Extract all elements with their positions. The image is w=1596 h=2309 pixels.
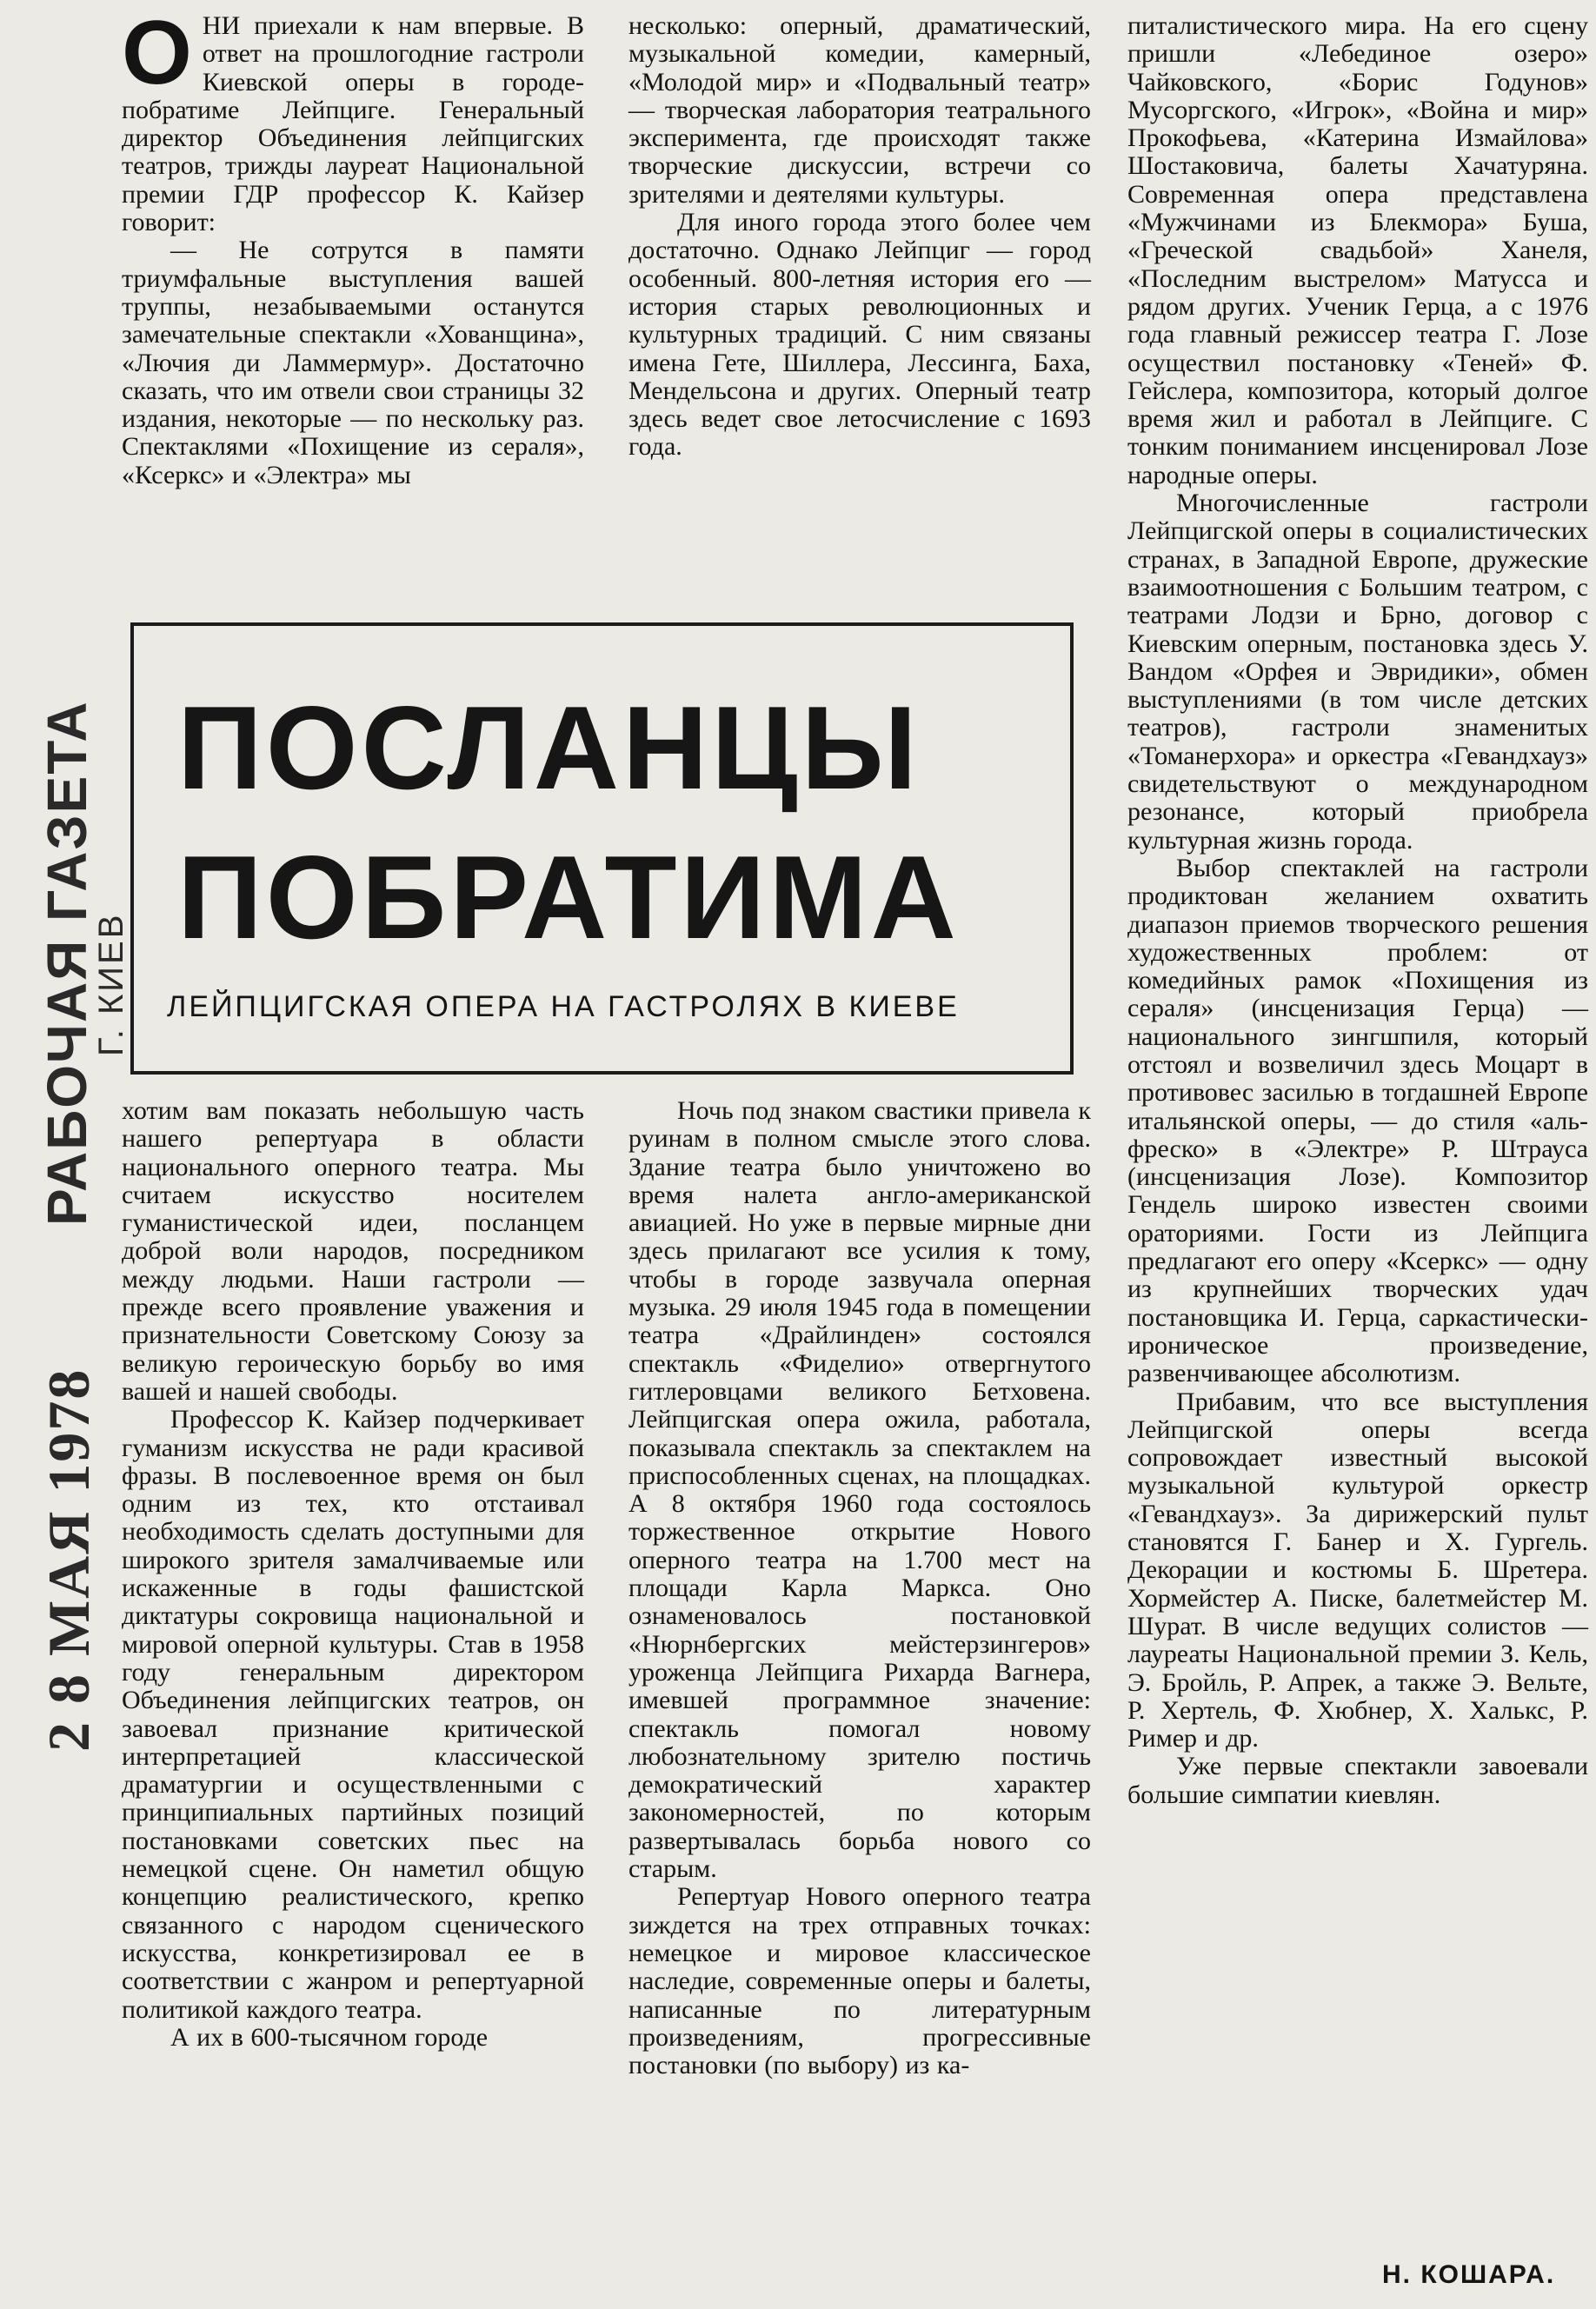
stamp-city: Г. КИЕВ [92,912,130,1056]
stamp-date: 2 8 МАЯ 1978 [36,1367,102,1752]
paragraph: Репертуар Нового оперного театра зиждется на трех отправных точках: немецкое и мировое классическое наследие, современные оперы и балеты, написанные по литературным произведениям, прогрессивные постановки (по выбору) из ка- [628,1882,1091,2080]
paragraph: Многочисленные гастроли Лейпцигской оперы в социалистических странах, в Западной Европе, дружеские взаимоотношения с Большим театром, с театрами Лодзи и Брно, договор с Киевским оперным, постановка здесь У. Вандом «Орфея и Эвридики», обмен выступлениями (в том числе детских театров), гастроли знаменитых «Томанерхора» и оркестра «Гевандхауз» свидетельствуют о международном резонансе, который приобрела культурная жизнь города. [1127,489,1588,855]
drop-cap: О [122,3,192,103]
paragraph: Для иного города этого более чем достаточно. Однако Лейпциг — город особенный. 800-летняя история его — история старых революционных и культурных традиций. С ним связаны имена Гете, Шиллера, Лессинга, Баха, Мендельсона и других. Оперный театр здесь ведет свое летосчисление с 1693 года. [628,208,1091,462]
stamp-newspaper-name: РАБОЧАЯ ГАЗЕТА [36,700,98,1226]
headline-subtitle: ЛЕЙПЦИГСКАЯ ОПЕРА НА ГАСТРОЛЯХ В КИЕВЕ [167,990,960,1023]
paragraph: питалистического мира. На его сцену пришли «Лебединое озеро» Чайковского, «Борис Годунов» Мусоргского, «Игрок», «Война и мир» Прокофьева, «Катерина Измайлова» Шостаковича, балеты Хачатуряна. Современная опера представлена «Мужчинами из Блекмора» Буша, «Греческой свадьбой» Ханеля, «Последним выстрелом» Матусса и рядом других. Ученик Герца, а с 1976 года главный режиссер театра Г. Лозе осуществил постановку «Теней» Ф. Гейслера, композитора, который долгое время жил и работал в Лейпциге. С тонким пониманием инсценировал Лозе народные оперы. [1127,11,1588,489]
paragraph: Прибавим, что все выступления Лейпцигской оперы всегда сопровождает известный высокой музыкальной культурой оркестр «Гевандхауз». За дирижерский пульт становятся Г. Банер и Х. Гургель. Декорации и костюмы Б. Шретера. Хормейстер А. Писке, балетмейстер М. Шурат. В числе ведущих солистов — лауреаты Национальной премии З. Кель, Э. Бройль, Р. Апрек, а также Э. Вельте, Р. Хертель, Ф. Хюбнер, Х. Халькс, Р. Ример и др. [1127,1387,1588,1753]
article-column-1-top [122,3,584,596]
article-column-1-bottom [122,1097,584,2301]
article-column-2-top [628,12,1091,596]
paragraph: Выбор спектаклей на гастроли продиктован желанием охватить диапазон приемов творческого решения художественных проблем: от комедийных рамок «Похищения из сераля» (инсценизация Герца) — национального зингшпиля, который отстоял и возвеличил здесь Моцарт в противовес засилью в тогдашней Европе итальянской оперы, — до стиля «аль-фреско» в «Электре» Р. Штрауса (инсценизация Лозе). Композитор Гендель широко известен своими ораториями. Гости из Лейпцига предлагают его оперу «Ксеркс» — одну из крупнейших творческих удач постановщика И. Герца, саркастически-ироническое произведение, развенчивающее абсолютизм. [1127,853,1588,1388]
headline-line-2: ПОБРАТИМА [177,831,960,963]
author-signature: Н. КОШАРА. [1382,2260,1556,2289]
paragraph: — Не сотрутся в памяти триумфальные выступления вашей труппы, незабываемыми останутся замечательные спектакли «Хованщина», «Лючия ди Ламмермур». Достаточно сказать, что им отвели свои страницы 32 издания, некоторые — по нескольку раз. Спектаклями «Похищение из сераля», «Ксеркс» и «Электра» мы [122,236,584,489]
article-column-2-bottom [628,1097,1091,2301]
paragraph: несколько: оперный, драматический, музыкальной комедии, камерный, «Молодой мир» и «Подвальный театр» — творческая лаборатория театрального эксперимента, где происходят также творческие дискуссии, встречи со зрителями и деятелями культуры. [628,11,1091,209]
paragraph: Уже первые спектакли завоевали большие симпатии киевлян. [1127,1752,1588,1809]
article-column-3 [1127,12,1588,2255]
paragraph: хотим вам показать небольшую часть нашего репертуара в области национального оперного театра. Мы считаем искусство носителем гуманистической идеи, посланцем доброй воли народов, посредником между людьми. Наши гастроли — прежде всего проявление уважения и признательности Советскому Союзу за великую героическую борьбу во имя вашей и нашей свободы. [122,1096,584,1406]
paragraph: А их в 600-тысячном городе [170,2022,489,2052]
headline-line-1: ПОСЛАНЦЫ [177,682,921,814]
paragraph: НИ приехали к нам впервые. В ответ на прошлогодние гастроли Киевской оперы в городе-побратиме Лейпциге. Генеральный директор Объединения лейпцигских театров, трижды лауреат Национальной премии ГДР профессор К. Кайзер говорит: [122,11,584,237]
headline-box [130,622,1074,1075]
paragraph: Ночь под знаком свастики привела к руинам в полном смысле этого слова. Здание театра было уничтожено во время налета англо-американской авиацией. Но уже в первые мирные дни здесь прилагают все усилия к тому, чтобы в городе зазвучала оперная музыка. 29 июля 1945 года в помещении театра «Драйлинден» состоялся спектакль «Фиделио» отвергнутого гитлеровцами великого Бетховена. Лейпцигская опера ожила, работала, показывала спектакль за спектаклем на приспособленных сценах, на площадках. А 8 октября 1960 года состоялось торжественное открытие Нового оперного театра на 1.700 мест на площади Карла Маркса. Оно ознаменовалось постановкой «Нюрнбергских мейстерзингеров» уроженца Лейпцига Рихарда Вагнера, имевшей программное значение: спектакль помогал новому любознательному зрителю постичь демократический характер закономерностей, по которым развертывалась борьба нового со старым. [628,1096,1091,1884]
paragraph: Профессор К. Кайзер подчеркивает гуманизм искусства не ради красивой фразы. В послевоенное время он был одним из тех, кто отстаивал необходимость сделать доступными для широкого зрителя замалчиваемые или искаженные в годы фашистской диктатуры сокровища национальной и мировой оперной культуры. Став в 1958 году генеральным директором Объединения лейпцигских театров, он завоевал признание критической интерпретацией классической драматургии и осуществленными с принципиальных партийных позиций постановками советских пьес на немецкой сцене. Он наметил общую концепцию реалистического, крепко связанного с народом сценического искусства, конкретизировал ее в соответствии с жанром и репертуарной политикой каждого театра. [122,1405,584,2024]
